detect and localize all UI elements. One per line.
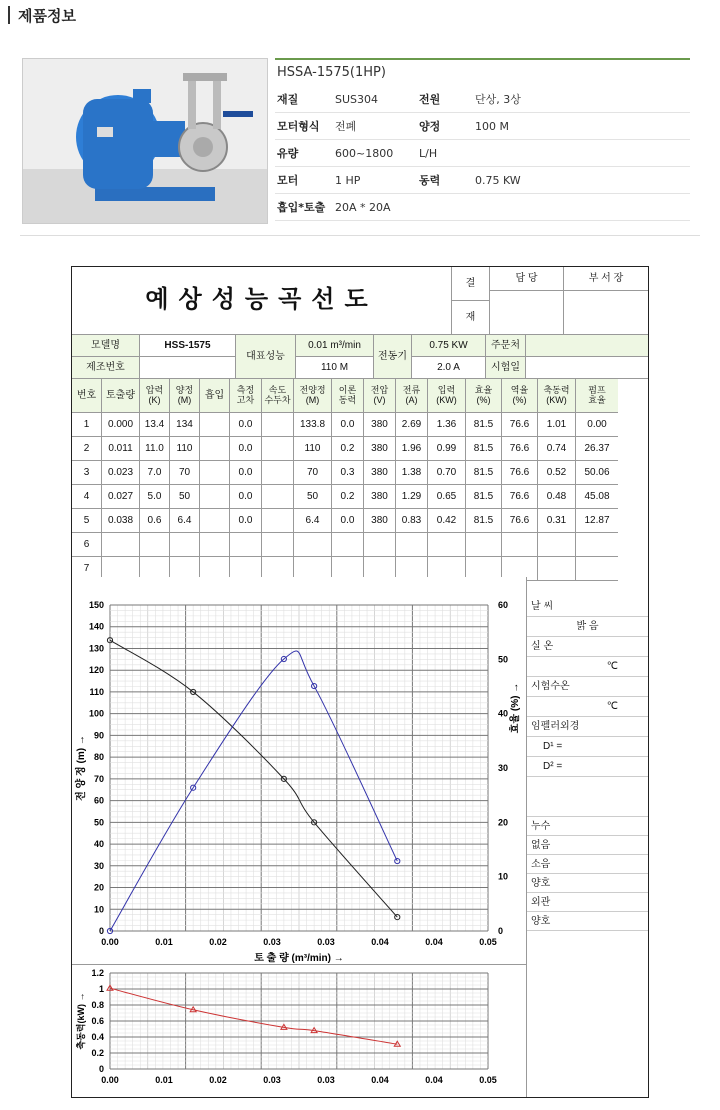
y-tick-label: 110 (89, 686, 104, 697)
table-cell (230, 533, 262, 557)
spec-value: 1 HP (333, 167, 417, 194)
column-header: 흡입 (200, 379, 230, 413)
side-info-item: 실 온 (527, 637, 648, 657)
x-tick-label: 0.00 (101, 1075, 119, 1085)
column-header: 효율 (%) (466, 379, 502, 413)
side-info-item: ℃ (527, 697, 648, 717)
spec-row (275, 86, 690, 113)
x-tick-label: 0.02 (209, 1075, 227, 1085)
table-cell (200, 437, 230, 461)
column-header: 토출량 (102, 379, 140, 413)
table-cell: 5 (72, 509, 102, 533)
table-cell (200, 413, 230, 437)
y-tick-label: 20 (93, 882, 104, 893)
product-photo (22, 58, 268, 224)
table-cell (262, 485, 294, 509)
table-cell: 0.027 (102, 485, 140, 509)
x-tick-label: 0.04 (425, 937, 443, 947)
table-cell: 3 (72, 461, 102, 485)
motor-label: 전동기 (374, 335, 412, 379)
table-cell: 380 (364, 509, 396, 533)
table-cell: 6.4 (294, 509, 332, 533)
x-tick-label: 0.04 (425, 1075, 443, 1085)
table-cell: 7 (72, 557, 102, 581)
rep-flow: 0.01 m³/min (296, 335, 374, 357)
approval-label: 재 (452, 301, 490, 335)
side-info-item: 양호 (527, 912, 648, 931)
y2-tick-label: 40 (498, 708, 509, 719)
table-cell (396, 533, 428, 557)
header-bar (8, 6, 10, 24)
table-cell: 0.42 (428, 509, 466, 533)
table-cell (262, 509, 294, 533)
x-tick-label: 0.00 (101, 937, 119, 947)
y-tick-label: 30 (93, 860, 104, 871)
motor-amp: 2.0 A (412, 357, 486, 379)
table-cell: 2.69 (396, 413, 428, 437)
table-cell: 7.0 (140, 461, 170, 485)
table-cell: 70 (170, 461, 200, 485)
test-date-value (526, 357, 648, 379)
spec-key: 동력 (417, 167, 473, 194)
side-info-item: 임펠러외경 (527, 717, 648, 737)
table-cell (262, 413, 294, 437)
x-axis-label: 토 출 량 (m³/min) → (254, 953, 344, 963)
spec-value: 100 M (473, 113, 690, 140)
table-cell: 6 (72, 533, 102, 557)
table-cell: 0.0 (230, 437, 262, 461)
table-cell: 380 (364, 413, 396, 437)
side-info (527, 577, 648, 965)
table-cell: 76.6 (502, 485, 538, 509)
table-cell: 76.6 (502, 461, 538, 485)
x-tick-label: 0.05 (479, 937, 497, 947)
table-cell (200, 533, 230, 557)
y-tick-label: 70 (93, 773, 104, 784)
y-tick-label: 150 (88, 600, 104, 610)
approval-box (564, 291, 648, 335)
spec-value: 20A * 20A (333, 194, 690, 221)
page-header (0, 0, 720, 30)
head-efficiency-chart (72, 577, 526, 963)
y-tick-label: 50 (93, 817, 104, 828)
table-cell: 380 (364, 437, 396, 461)
side-info-item: 소음 (527, 855, 648, 874)
y-tick-label: 10 (93, 904, 104, 915)
table-cell: 81.5 (466, 485, 502, 509)
table-cell: 0.0 (230, 485, 262, 509)
x-tick-label: 0.04 (371, 1075, 389, 1085)
order-value (526, 335, 648, 357)
table-cell: 50.06 (576, 461, 618, 485)
table-cell: 0.038 (102, 509, 140, 533)
serial-value (140, 357, 236, 379)
table-cell: 0.0 (332, 509, 364, 533)
table-cell: 380 (364, 461, 396, 485)
approval-label: 결 (452, 267, 490, 301)
table-cell (170, 533, 200, 557)
table-cell (262, 533, 294, 557)
table-cell: 76.6 (502, 437, 538, 461)
side-info-item: ℃ (527, 657, 648, 677)
table-cell: 2 (72, 437, 102, 461)
spec-value: 600~1800 (333, 140, 417, 167)
table-cell: 1.36 (428, 413, 466, 437)
table-cell: 0.52 (538, 461, 576, 485)
y2-tick-label: 50 (498, 654, 509, 665)
table-cell: 110 (294, 437, 332, 461)
x-tick-label: 0.03 (263, 937, 281, 947)
spec-value: 0.75 KW (473, 167, 690, 194)
table-cell: 70 (294, 461, 332, 485)
table-cell: 0.0 (230, 461, 262, 485)
spec-row (275, 113, 690, 140)
column-header: 전양정 (M) (294, 379, 332, 413)
side-info-item: D¹ = (527, 737, 648, 757)
table-cell: 1 (72, 413, 102, 437)
table-cell (140, 533, 170, 557)
shaft-power-chart-area (72, 965, 527, 1097)
y-tick-label: 0.4 (91, 1032, 104, 1042)
column-header: 번호 (72, 379, 102, 413)
table-cell (200, 509, 230, 533)
table-cell: 0.0 (230, 509, 262, 533)
y-tick-label: 130 (88, 643, 104, 654)
side-info-item: 외관 (527, 893, 648, 912)
table-cell (294, 533, 332, 557)
pump-image (23, 59, 267, 223)
spec-table (275, 86, 690, 221)
table-cell: 45.08 (576, 485, 618, 509)
table-cell: 380 (364, 485, 396, 509)
spec-key: 재질 (275, 86, 333, 113)
table-cell: 1.01 (538, 413, 576, 437)
table-cell (102, 533, 140, 557)
table-cell (428, 533, 466, 557)
model-label: 모델명 (72, 335, 140, 357)
table-cell: 1.96 (396, 437, 428, 461)
side-info-item: 시험수온 (527, 677, 648, 697)
table-cell: 0.0 (332, 413, 364, 437)
side-info-item (527, 777, 648, 817)
column-header: 측정 고차 (230, 379, 262, 413)
test-date-label: 시험일 (486, 357, 526, 379)
x-tick-label: 0.01 (155, 1075, 173, 1085)
table-cell: 134 (170, 413, 200, 437)
table-cell: 12.87 (576, 509, 618, 533)
rep-label: 대표성능 (236, 335, 296, 379)
approval-header: 담 당 (490, 267, 564, 291)
x-tick-label: 0.04 (371, 937, 389, 947)
table-cell: 0.000 (102, 413, 140, 437)
spec-key: 양정 (417, 113, 473, 140)
table-cell: 0.2 (332, 437, 364, 461)
table-cell: 11.0 (140, 437, 170, 461)
y-tick-label: 0.6 (91, 1016, 104, 1026)
column-header: 전류 (A) (396, 379, 428, 413)
serial-label: 제조번호 (72, 357, 140, 379)
y-tick-label: 80 (93, 752, 104, 763)
y-tick-label: 60 (93, 795, 104, 806)
table-cell: 0.70 (428, 461, 466, 485)
table-cell: 81.5 (466, 461, 502, 485)
column-header: 펌프 효율 (576, 379, 618, 413)
table-cell: 0.2 (332, 485, 364, 509)
y-axis-label: 축동력(kW) → (76, 992, 86, 1050)
spec-row (275, 140, 690, 167)
spec-value (473, 140, 690, 167)
side-info-item: 날 씨 (527, 597, 648, 617)
y-tick-label: 0.8 (91, 1000, 104, 1010)
table-cell: 13.4 (140, 413, 170, 437)
side-info-item: 밝 음 (527, 617, 648, 637)
column-header: 축동력 (KW) (538, 379, 576, 413)
side-info-item: 없음 (527, 836, 648, 855)
table-cell (364, 533, 396, 557)
table-cell: 4 (72, 485, 102, 509)
spec-value: 전폐 (333, 113, 417, 140)
table-cell: 81.5 (466, 437, 502, 461)
y-tick-label: 140 (88, 621, 104, 632)
column-header: 역율 (%) (502, 379, 538, 413)
table-cell: 110 (170, 437, 200, 461)
side-info-item: D² = (527, 757, 648, 777)
spec-key: 모터형식 (275, 113, 333, 140)
column-header: 양정 (M) (170, 379, 200, 413)
sheet-title: 예상성능곡선도 (72, 267, 452, 335)
table-cell: 1.38 (396, 461, 428, 485)
x-tick-label: 0.03 (317, 1075, 335, 1085)
spec-key: 모터 (275, 167, 333, 194)
spec-row (275, 194, 690, 221)
table-cell (576, 533, 618, 557)
y-tick-label: 90 (93, 730, 104, 741)
y2-tick-label: 10 (498, 871, 509, 882)
y-axis-label: 전 양 정 (m) → (76, 735, 87, 801)
table-cell: 0.31 (538, 509, 576, 533)
spec-key: 흡입*토출 (275, 194, 333, 221)
table-cell (332, 533, 364, 557)
shaft-power-chart (72, 965, 526, 1095)
table-cell: 0.65 (428, 485, 466, 509)
column-header: 이론 동력 (332, 379, 364, 413)
table-cell (200, 461, 230, 485)
x-tick-label: 0.03 (317, 937, 335, 947)
spec-row (275, 167, 690, 194)
table-cell: 0.74 (538, 437, 576, 461)
table-cell: 0.99 (428, 437, 466, 461)
table-cell: 50 (170, 485, 200, 509)
spec-key: 전원 (417, 86, 473, 113)
side-info-item: 누수 (527, 817, 648, 836)
page-title: 제품정보 (18, 7, 76, 25)
table-cell: 81.5 (466, 413, 502, 437)
table-cell (200, 485, 230, 509)
column-header: 전압 (V) (364, 379, 396, 413)
column-header: 입력 (KW) (428, 379, 466, 413)
table-cell: 5.0 (140, 485, 170, 509)
table-cell: 50 (294, 485, 332, 509)
order-label: 주문처 (486, 335, 526, 357)
table-cell (262, 461, 294, 485)
table-cell: 0.83 (396, 509, 428, 533)
table-cell: 81.5 (466, 509, 502, 533)
spec-unit: L/H (417, 140, 473, 167)
divider (20, 235, 700, 236)
y-tick-label: 120 (88, 665, 104, 676)
model-value: HSS-1575 (140, 335, 236, 357)
table-cell (502, 533, 538, 557)
performance-sheet (71, 266, 649, 1098)
y2-tick-label: 60 (498, 600, 509, 610)
y-tick-label: 40 (93, 839, 104, 850)
x-tick-label: 0.05 (479, 1075, 497, 1085)
y2-tick-label: 0 (498, 926, 504, 936)
y-tick-label: 0.2 (91, 1048, 104, 1058)
y-tick-label: 0 (98, 926, 104, 936)
table-cell: 0.6 (140, 509, 170, 533)
y-tick-label: 1 (98, 984, 104, 994)
table-cell: 0.0 (230, 413, 262, 437)
y2-axis-label: 효율 (%) → (510, 682, 521, 734)
table-cell: 1.29 (396, 485, 428, 509)
head-efficiency-chart-area (72, 577, 527, 965)
table-cell: 0.3 (332, 461, 364, 485)
table-cell: 6.4 (170, 509, 200, 533)
table-cell: 76.6 (502, 509, 538, 533)
spec-key: 유량 (275, 140, 333, 167)
table-cell: 26.37 (576, 437, 618, 461)
x-tick-label: 0.01 (155, 937, 173, 947)
table-cell: 0.023 (102, 461, 140, 485)
table-cell: 76.6 (502, 413, 538, 437)
y-tick-label: 0 (98, 1064, 104, 1074)
x-tick-label: 0.03 (263, 1075, 281, 1085)
motor-kw: 0.75 KW (412, 335, 486, 357)
spec-value: 단상, 3상 (473, 86, 690, 113)
column-header: 압력 (K) (140, 379, 170, 413)
table-cell (538, 533, 576, 557)
y-tick-label: 100 (88, 708, 104, 719)
table-cell: 0.00 (576, 413, 618, 437)
table-cell: 0.011 (102, 437, 140, 461)
table-cell: 0.48 (538, 485, 576, 509)
side-info-item: 양호 (527, 874, 648, 893)
x-tick-label: 0.02 (209, 937, 227, 947)
column-header: 속도 수두차 (262, 379, 294, 413)
spec-value: SUS304 (333, 86, 417, 113)
product-name: HSSA-1575(1HP) (277, 65, 386, 80)
table-cell (262, 437, 294, 461)
approval-box (490, 291, 564, 335)
rep-head: 110 M (296, 357, 374, 379)
y2-tick-label: 30 (498, 763, 509, 773)
y2-tick-label: 20 (498, 817, 509, 828)
approval-header: 부 서 장 (564, 267, 648, 291)
table-cell: 133.8 (294, 413, 332, 437)
y-tick-label: 1.2 (91, 968, 104, 978)
table-cell (466, 533, 502, 557)
product-name-bar (275, 58, 690, 86)
